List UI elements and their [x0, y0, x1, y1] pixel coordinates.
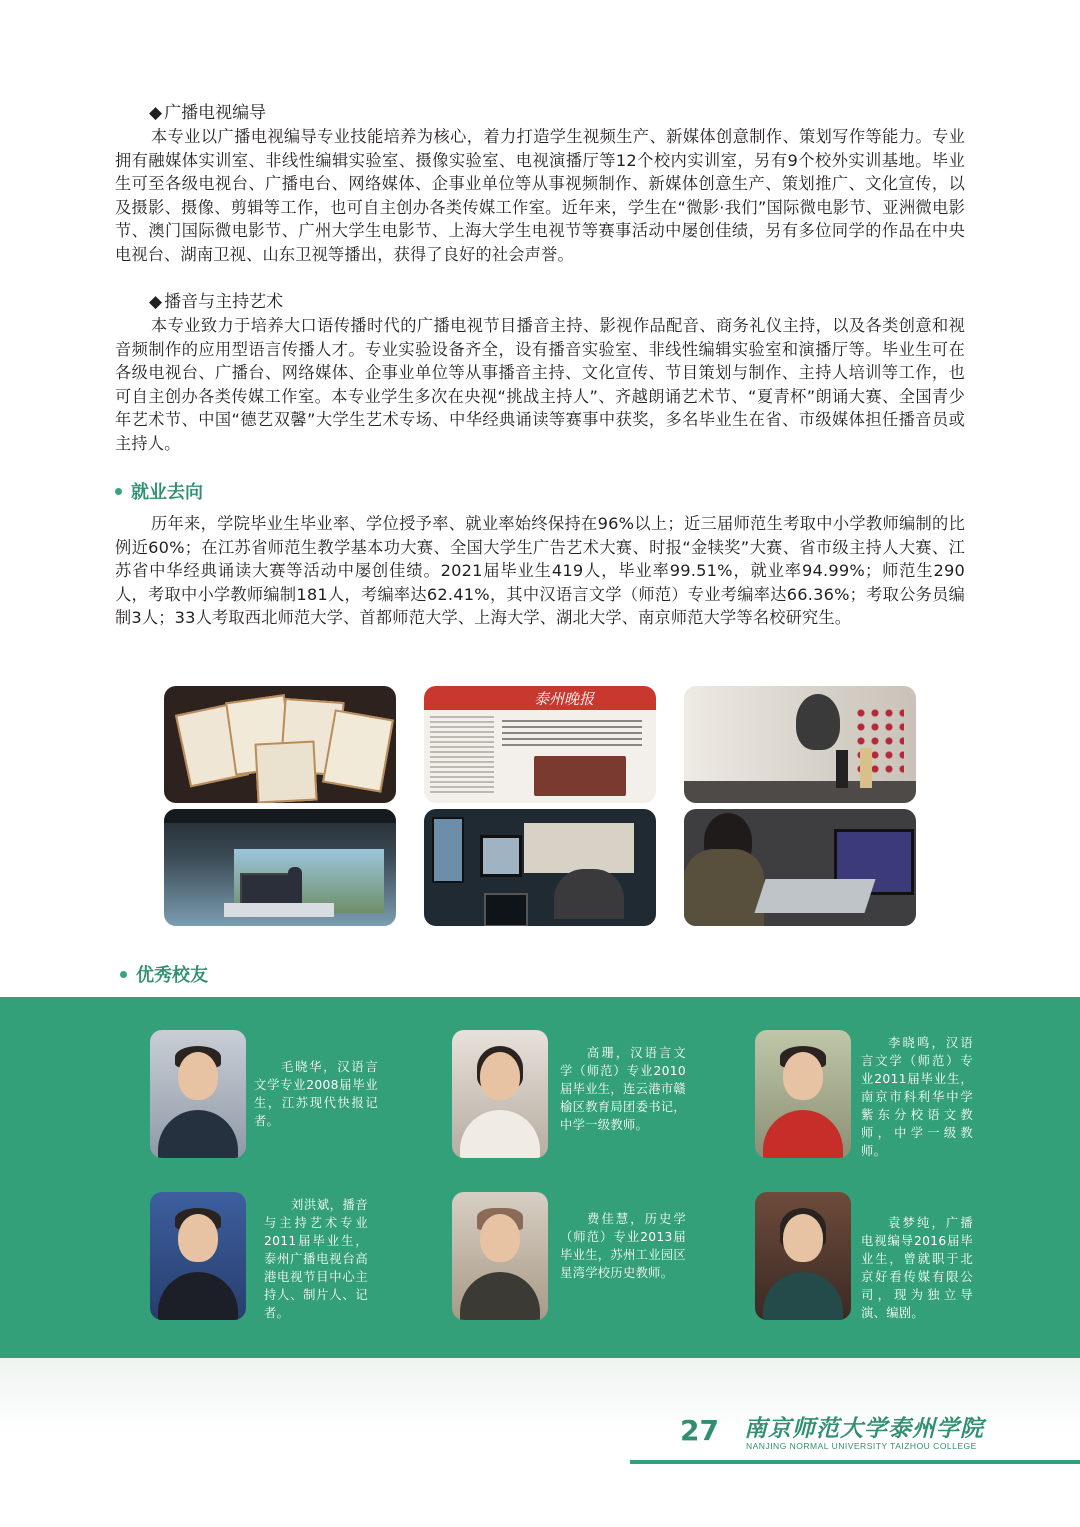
diamond-bullet-icon: ◆ — [149, 103, 163, 123]
employment-description: 历年来，学院毕业生毕业率、学位授予率、就业率始终保持在96%以上；近三届师范生考取中小学教师编制的比例近60%；在江苏省师范生教学基本功大赛、全国大学生广告艺术大赛、时报“金犊奖”大赛、省市级主持人大赛、江苏省中华经典诵读大赛等活动中屡创佳绩。2021届毕业生419人，毕业率99.51%，就业率94.99%；师范生290人，考取中小学教师编制181人，考编率达62.41%，其中汉语言文学（师范）专业考编率达66.36%；考取公务员编制3人；33人考取西北师范大学、首都师范大学、上海大学、湖北大学、南京师范大学等名校研究生。 — [115, 514, 965, 628]
major-section-broadcasting-hosting — [115, 290, 965, 456]
newspaper-masthead: 泰州晚报 — [534, 690, 595, 708]
alumni-description: 李晓鸣，汉语言文学（师范）专业2011届毕业生，南京市科利华中学紫东分校语文教师，中学一级教师。 — [861, 1036, 973, 1158]
alumni-description: 袁梦纯，广播电视编导2016届毕业生，曾就职于北京好看传媒有限公司，现为独立导演、编剧。 — [861, 1216, 973, 1320]
ink-painting-stage-photo — [684, 686, 916, 803]
school-name-chinese: 南京师范大学泰州学院 — [744, 1415, 984, 1442]
alumni-description: 刘洪斌，播音与主持艺术专业2011届毕业生，泰州广播电视台高港电视节目中心主持人、制片人、记者。 — [264, 1198, 368, 1320]
major-description: 本专业致力于培养大口语传播时代的广播电视节目播音主持、影视作品配音、商务礼仪主持，以及各类创意和视音频制作的应用型语言传播人才。专业实验设备齐全，设有播音实验室、非线性编辑实验室和演播厅等。毕业生可在各级电视台、广播台、网络媒体、企事业单位等从事播音主持、文化宣传、节目策划与制作、主持人培训等工作，也可自主创办各类传媒工作室。本专业学生多次在央视“挑战主持人”、齐越朗诵艺术节、“夏青杯”朗诵大赛、全国青少年艺术节、中国“德艺双馨”大学生艺术专场、中华经典诵读等赛事中获奖，多名毕业生在省、市级媒体担任播音员或主持人。 — [115, 316, 965, 453]
school-name-english: NANJING NORMAL UNIVERSITY TAIZHOU COLLEGE — [746, 1441, 977, 1451]
employment-section — [115, 512, 965, 630]
section-heading-employment: 就业去向 — [115, 478, 203, 504]
certificates-photo — [164, 686, 396, 803]
page-number: 27 — [680, 1414, 719, 1447]
alumni-description: 毛晓华，汉语言文学专业2008届毕业生，江苏现代快报记者。 — [254, 1060, 378, 1128]
section-heading-alumni: 优秀校友 — [120, 961, 208, 987]
major-description: 本专业以广播电视编导专业技能培养为核心，着力打造学生视频生产、新媒体创意制作、策划写作等能力。专业拥有融媒体实训室、非线性编辑实验室、摄像实验室、电视演播厅等12个校内实训室，另有9个校外实训基地。毕业生可至各级电视台、广播电台、网络媒体、企事业单位等从事视频制作、新媒体创意生产、策划推广、文化宣传，以及摄影、摄像、剪辑等工作，也可自主创办各类传媒工作室。近年来，学生在“微影·我们”国际微电影节、亚洲微电影节、澳门国际微电影节、广州大学生电影节、上海大学生电视节等赛事活动中屡创佳绩，另有多位同学的作品在中央电视台、湖南卫视、山东卫视等播出，获得了良好的社会声誉。 — [115, 127, 965, 264]
alumni-portrait — [452, 1030, 548, 1158]
editing-console-photo — [684, 809, 916, 926]
photo-gallery — [164, 686, 916, 926]
alumni-portrait — [150, 1192, 246, 1320]
major-title: ◆ 播音与主持艺术 — [149, 292, 284, 312]
alumni-description: 费佳慧，历史学（师范）专业2013届毕业生，苏州工业园区星湾学校历史教师。 — [560, 1212, 686, 1280]
alumni-portrait — [755, 1192, 851, 1320]
alumni-portrait — [150, 1030, 246, 1158]
tv-studio-photo — [164, 809, 396, 926]
filming-set-photo — [424, 809, 656, 926]
green-dot-icon — [115, 488, 122, 495]
newspaper-photo — [424, 686, 656, 803]
green-dot-icon — [120, 971, 127, 978]
major-section-broadcast-directing — [115, 101, 965, 267]
alumni-description: 高珊，汉语言文学（师范）专业2010届毕业生，连云港市赣榆区教育局团委书记，中学一级教师。 — [560, 1046, 686, 1132]
footer-divider — [630, 1460, 1080, 1464]
alumni-portrait — [452, 1192, 548, 1320]
alumni-portrait — [755, 1030, 851, 1158]
major-title: ◆ 广播电视编导 — [149, 103, 267, 123]
diamond-bullet-icon: ◆ — [149, 292, 163, 312]
